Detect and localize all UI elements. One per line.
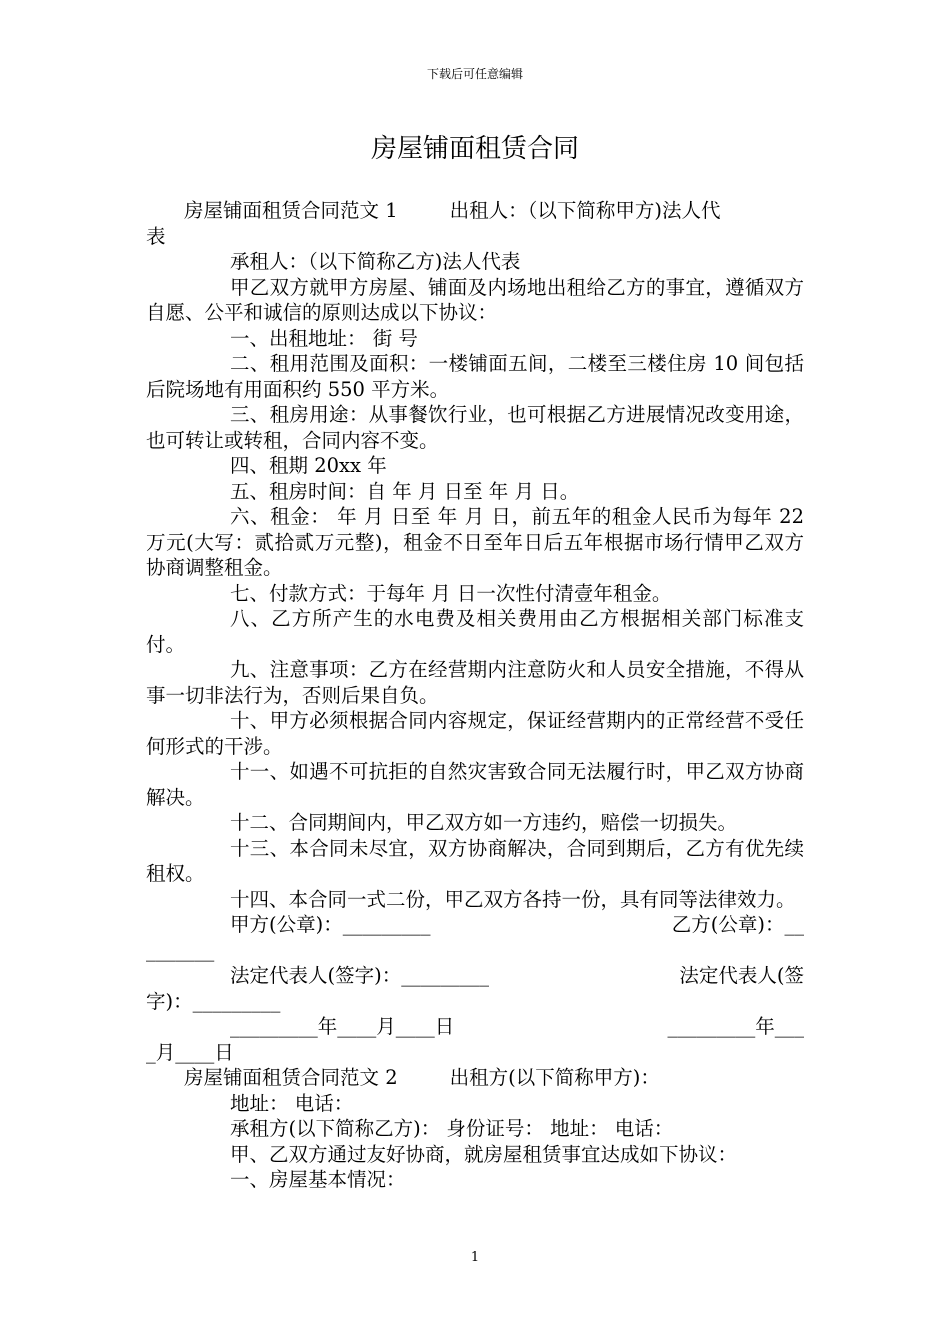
- clause-9: 九、注意事项：乙方在经营期内注意防火和人员安全措施，不得从事一切非法行为，否则后果自负。: [146, 658, 804, 707]
- clause-10: 十、甲方必须根据合同内容规定，保证经营期内的正常经营不受任何形式的干涉。: [146, 709, 804, 758]
- contract2-heading: 房屋铺面租赁合同范文 2: [184, 1066, 398, 1089]
- party-b-date-cont: _月____日: [146, 1040, 234, 1064]
- party-b-seal-cont: _______: [146, 938, 215, 962]
- representative-row: [146, 963, 804, 989]
- clause-13: 十三、本合同未尽宜，双方协商解决，合同到期后，乙方有优先续租权。: [146, 836, 804, 885]
- clause-8: 八、乙方所产生的水电费及相关费用由乙方根据相关部门标准支付。: [146, 607, 804, 656]
- contract2-lessee: 承租方(以下简称乙方)： 身份证号： 地址： 电话：: [230, 1117, 674, 1140]
- clause-14: 十四、本合同一式二份，甲乙双方各持一份，具有同等法律效力。: [230, 887, 796, 911]
- contract2-agreement: 甲、乙双方通过友好协商，就房屋租赁事宜达成如下协议：: [230, 1142, 738, 1166]
- clause-1: 一、出租地址： 街 号: [230, 326, 418, 350]
- contract1-lessor-cont: 表: [146, 224, 166, 248]
- clause-7: 七、付款方式：于每年 月 日一次性付清壹年租金。: [230, 581, 672, 605]
- contract2-opening: [146, 1065, 804, 1091]
- date-row: [146, 1014, 804, 1040]
- contract2-lessor: 出租方(以下简称甲方)：: [449, 1066, 660, 1089]
- party-b-representative: 法定代表人(签: [679, 964, 804, 987]
- clause-11: 十一、如遇不可抗拒的自然灾害致合同无法履行时，甲乙双方协商解决。: [146, 760, 804, 809]
- clause-6: 六、租金： 年 月 日至 年 月 日，前五年的租金人民币为每年 22 万元(大写：贰拾贰万元整)，租金不日至年日后五年根据市场行情甲乙双方协商调整租金。: [146, 505, 804, 579]
- clause-12: 十二、合同期间内，甲乙双方如一方违约，赔偿一切损失。: [230, 811, 738, 834]
- page-header: 下载后可任意编辑: [426, 67, 523, 81]
- party-b-date: _________年___: [667, 1015, 804, 1038]
- clause-2: 二、租用范围及面积：一楼铺面五间，二楼至三楼住房 10 间包括后院场地有用面积约 550 平方米。: [146, 352, 804, 401]
- page-number: 1: [470, 1250, 480, 1265]
- contract1-lessor: 出租人：（以下简称甲方)法人代: [449, 199, 721, 222]
- document-body: [146, 198, 804, 1193]
- party-a-representative: 法定代表人(签字)：_________: [230, 964, 489, 987]
- contract1-heading: 房屋铺面租赁合同范文 1: [184, 199, 398, 222]
- document-title: 房屋铺面租赁合同: [370, 134, 579, 164]
- contract2-address-phone: 地址： 电话：: [230, 1091, 354, 1115]
- contract2-section-1: 一、房屋基本情况：: [230, 1168, 406, 1191]
- party-a-date: _________年____月____日: [230, 1015, 455, 1038]
- contract1-lessee: 承租人：（以下简称乙方)法人代表: [230, 250, 521, 273]
- party-b-representative-cont: 字)：_________: [146, 989, 281, 1013]
- clause-4: 四、租期 20xx 年: [230, 454, 387, 477]
- party-b-seal: 乙方(公章)：__: [671, 913, 804, 936]
- clause-5: 五、租房时间：自 年 月 日至 年 月 日。: [230, 479, 580, 503]
- party-a-seal: 甲方(公章)：_________: [230, 913, 431, 936]
- contract1-intro: 甲乙双方就甲方房屋、铺面及内场地出租给乙方的事宜，遵循双方自愿、公平和诚信的原则达成以下协议：: [146, 275, 804, 324]
- seal-row: [146, 912, 804, 938]
- contract1-opening: [146, 198, 804, 224]
- clause-3: 三、租房用途：从事餐饮行业，也可根据乙方进展情况改变用途，也可转让或转租，合同内容不变。: [146, 403, 804, 452]
